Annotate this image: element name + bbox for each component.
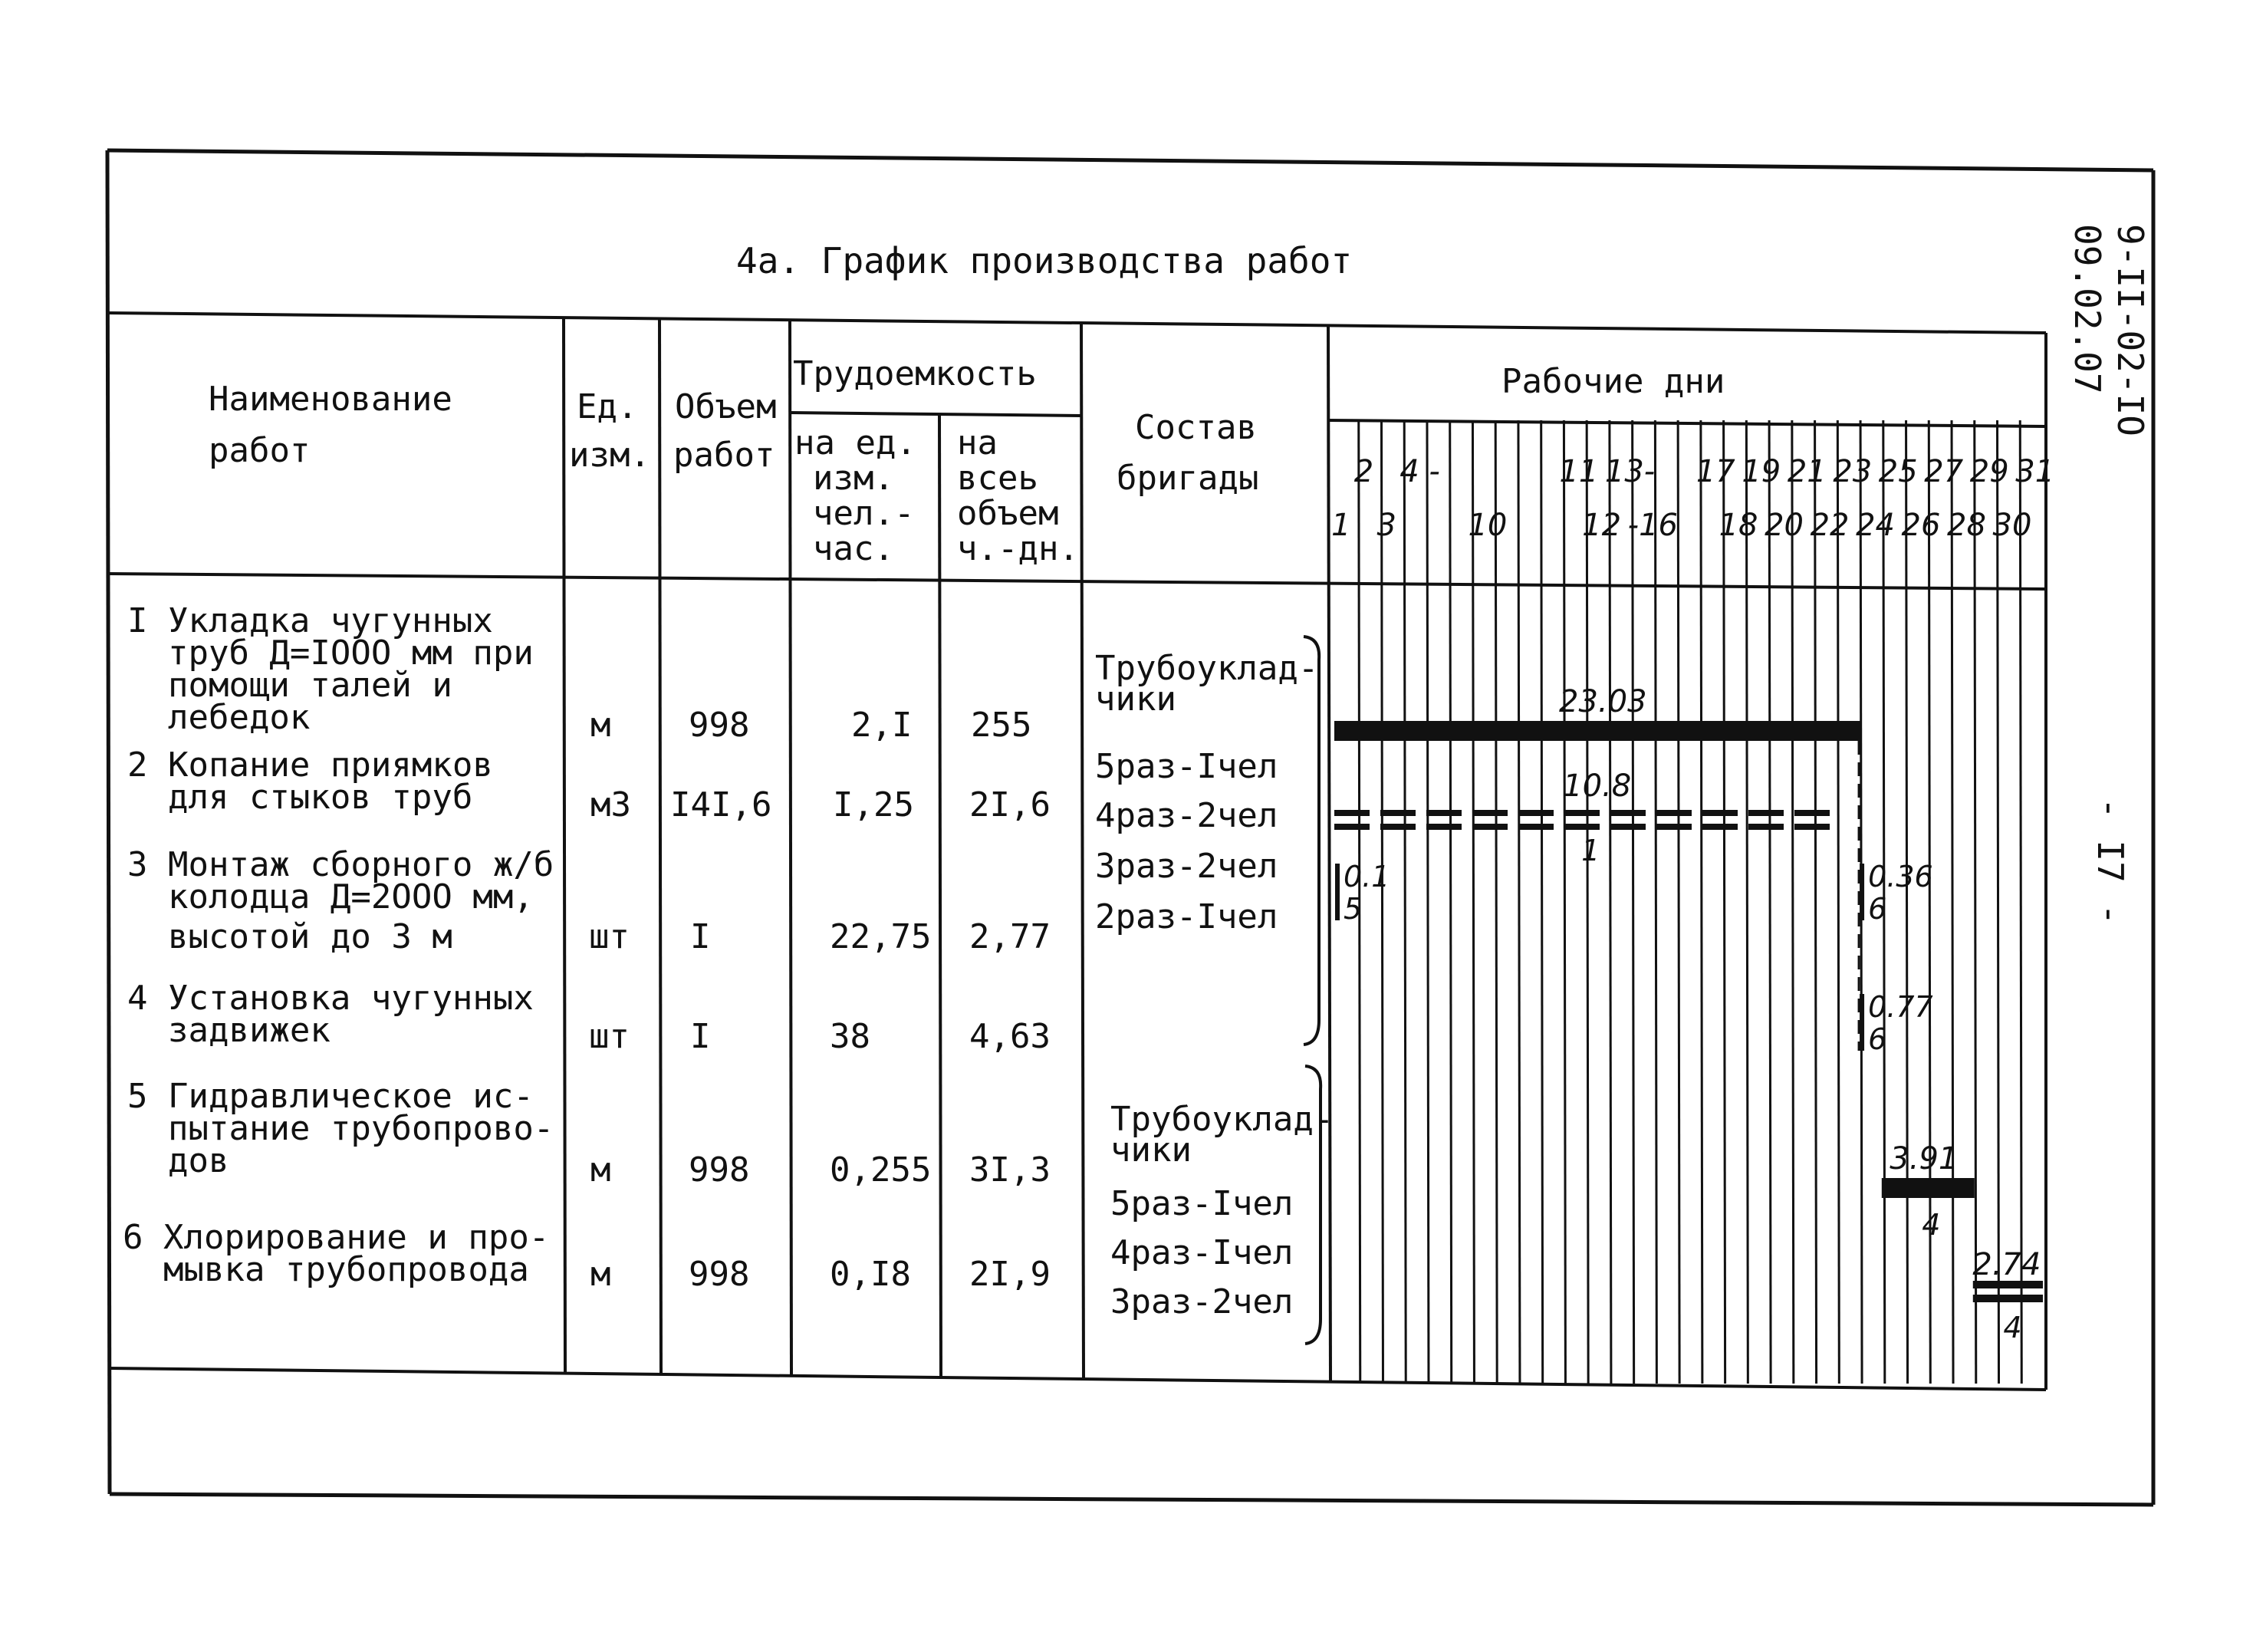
day-label-top: 2: [1353, 454, 1374, 489]
row-6-name-1: 6 Хлорирование и про-: [123, 1218, 550, 1257]
row-5-volume: 998: [689, 1150, 750, 1190]
row-3-unit: шт: [589, 917, 630, 956]
gantt-label-top: 2.74: [1972, 1247, 2041, 1282]
crew-1-line-5: 3раз-2чел: [1095, 847, 1278, 886]
day-label-bottom: 18: [1719, 508, 1758, 543]
header-volume-line1: Объем: [675, 387, 777, 426]
row-1-per-unit: 2,I: [851, 706, 913, 745]
side-code-2: 09.02.07: [2067, 224, 2108, 394]
day-label-top: 25: [1878, 454, 1918, 489]
header-per-unit-2: изм.: [813, 459, 894, 498]
day-label-top: 21: [1787, 454, 1827, 489]
crew-1-line-4: 4раз-2чел: [1095, 796, 1278, 835]
page-number: - I7 -: [2090, 798, 2131, 926]
gantt-bar-6-second: [1973, 1295, 2043, 1302]
day-gridline: [1678, 420, 1679, 1384]
page-title: 4а. График производства работ: [736, 240, 1353, 281]
crew-1-line-1: Трубоуклад-: [1095, 649, 1319, 688]
row-5-unit: м: [590, 1150, 611, 1190]
row-1-name-4: лебедок: [127, 698, 311, 737]
gantt-bar-5: [1882, 1178, 1975, 1198]
day-gridline: [1610, 420, 1611, 1384]
row-3-volume: I: [690, 917, 711, 956]
row-3-name-3: высотой до 3 м: [127, 917, 452, 956]
header-per-unit-1: на ед.: [794, 423, 916, 462]
day-label-bottom: 12: [1582, 508, 1622, 543]
gantt-bars: [1334, 684, 2043, 1344]
crew-1-brace: [1304, 637, 1319, 1045]
header-total-1: на: [957, 423, 998, 462]
row-2-name-1: 2 Копание приямков: [127, 745, 493, 785]
row-1-volume: 998: [689, 706, 750, 745]
row-5-name-2: пытание трубопрово-: [127, 1109, 554, 1148]
header-total-4: ч.-дн.: [957, 529, 1079, 568]
day-label-top: 13-: [1604, 454, 1656, 489]
day-gridline: [1975, 420, 1976, 1384]
day-label-bottom: 26: [1901, 508, 1941, 543]
day-labels: [1331, 454, 2054, 543]
crew-1-line-2: чики: [1095, 680, 1176, 719]
day-gridline: [1701, 420, 1702, 1384]
day-gridline: [1655, 420, 1656, 1384]
day-gridline: [1495, 420, 1497, 1384]
row-5-name-1: 5 Гидравлическое ис-: [127, 1077, 534, 1116]
header-name-line1: Наименование: [209, 380, 452, 419]
row-4-unit: шт: [589, 1017, 630, 1056]
row-4-name-2: задвижек: [127, 1011, 331, 1050]
row-3-name-2: колодца Д=2OOO мм,: [127, 877, 534, 916]
row-6-per-unit: 0,I8: [830, 1255, 911, 1294]
day-gridline: [1746, 420, 1748, 1384]
day-gridline: [1518, 420, 1520, 1384]
day-gridline: [1837, 420, 1839, 1384]
crew-2-line-2: чики: [1110, 1130, 1192, 1170]
side-code-1: 9-II-02-IO: [2110, 224, 2151, 436]
day-label-top: 17: [1696, 454, 1735, 489]
header-crew-line2: бригады: [1117, 459, 1259, 498]
day-gridline: [1724, 420, 1725, 1384]
day-label-bottom: 1: [1331, 508, 1351, 543]
day-gridline: [2020, 420, 2021, 1384]
day-gridline: [1381, 420, 1383, 1384]
header-labor: Трудоемкость: [793, 354, 1037, 393]
header-unit-line2: изм.: [569, 436, 650, 475]
row-4-name-1: 4 Установка чугунных: [127, 979, 534, 1018]
gantt-label-bottom: 4: [1922, 1208, 1941, 1242]
row-6-total: 2I,9: [969, 1255, 1051, 1294]
day-gridline: [1404, 420, 1406, 1384]
row-2-per-unit: I,25: [833, 785, 914, 824]
day-label-top: 29: [1969, 454, 2009, 489]
gantt-label-bottom: 4: [2003, 1311, 2022, 1344]
header-unit-line1: Ед.: [577, 387, 638, 426]
day-gridline: [1427, 420, 1429, 1384]
header-crew-line1: Состав: [1135, 408, 1257, 447]
day-gridline: [1952, 420, 1953, 1384]
header-name-line2: работ: [209, 431, 311, 470]
day-label-bottom: 30: [1992, 508, 2032, 543]
gantt-label-bottom: 1: [1581, 834, 1600, 867]
crew-2-line-1: Трубоуклад-: [1110, 1100, 1334, 1139]
header-per-unit-3: чел.-: [813, 494, 915, 533]
header-total-2: всеь: [957, 459, 1038, 498]
gantt-label-top: 3.91: [1890, 1141, 1959, 1176]
day-gridline: [1587, 420, 1588, 1384]
day-label-bottom: 28: [1947, 508, 1986, 543]
day-label-top: 31: [2015, 454, 2055, 489]
day-gridline: [1564, 420, 1565, 1384]
header-per-unit-4: час.: [813, 529, 894, 568]
row-2-volume: I4I,6: [670, 785, 772, 824]
row-6-name-2: мывка трубопровода: [123, 1250, 529, 1289]
gantt-label-top: 0.36: [1868, 860, 1933, 893]
gantt-bar-1: [1334, 721, 1860, 741]
row-4-total: 4,63: [969, 1017, 1051, 1056]
day-gridline: [1769, 420, 1771, 1384]
row-5-total: 3I,3: [969, 1150, 1051, 1190]
row-1-name-3: помощи талей и: [127, 666, 452, 705]
gantt-label-bottom: 6: [1868, 892, 1887, 926]
row-4-volume: I: [690, 1017, 711, 1056]
row-2-total: 2I,6: [969, 785, 1051, 824]
row-1-unit: м: [590, 706, 611, 745]
row-2-unit: м3: [590, 785, 631, 824]
gantt-label-bottom: 5: [1344, 892, 1363, 926]
crew-2-line-3: 5раз-Iчел: [1110, 1184, 1294, 1223]
row-1-total: 255: [971, 706, 1032, 745]
row-5-per-unit: 0,255: [830, 1150, 932, 1190]
day-gridline: [1906, 420, 1908, 1384]
row-3-per-unit: 22,75: [830, 917, 932, 956]
day-gridline: [1472, 420, 1474, 1384]
header-volume-line2: работ: [673, 436, 775, 475]
header-total-3: объем: [957, 494, 1059, 533]
day-label-top: 4 -: [1399, 454, 1440, 489]
day-gridline: [1792, 420, 1794, 1384]
day-label-bottom: 3: [1376, 508, 1396, 543]
row-6-unit: м: [590, 1255, 611, 1294]
day-label-top: 11: [1559, 454, 1599, 489]
crew-2-line-5: 3раз-2чел: [1110, 1282, 1294, 1321]
crew-1-line-6: 2раз-Iчел: [1095, 897, 1278, 936]
gantt-label-top: 0.77: [1868, 990, 1933, 1024]
day-gridline: [1541, 420, 1543, 1384]
day-gridline: [1815, 420, 1817, 1384]
day-gridline: [1998, 420, 1999, 1384]
row-5-name-3: дов: [127, 1141, 229, 1180]
crew-1-line-3: 5раз-Iчел: [1095, 747, 1278, 786]
crew-column: [1095, 637, 1334, 1344]
day-label-bottom: 22: [1810, 508, 1850, 543]
crew-2-line-4: 4раз-Iчел: [1110, 1233, 1294, 1272]
day-label-bottom: 24: [1856, 508, 1895, 543]
day-label-bottom: -16: [1627, 508, 1678, 543]
day-label-top: 23: [1833, 454, 1873, 489]
day-label-top: 27: [1924, 454, 1964, 489]
row-6-volume: 998: [689, 1255, 750, 1294]
day-gridline: [1450, 420, 1452, 1384]
gantt-label-top: 0.1: [1344, 860, 1390, 893]
row-2-name-2: для стыков труб: [127, 778, 473, 817]
day-gridline: [1633, 420, 1634, 1384]
day-label-top: 19: [1742, 454, 1781, 489]
row-1-name-1: I Укладка чугунных: [127, 601, 493, 640]
row-3-name-1: 3 Монтаж сборного ж/б: [127, 845, 554, 884]
header-days: Рабочие дни: [1501, 362, 1725, 401]
table-body: [123, 601, 1051, 1294]
day-label-bottom: 10: [1468, 508, 1508, 543]
row-4-per-unit: 38: [830, 1017, 870, 1056]
gantt-label-bottom: 6: [1868, 1022, 1887, 1056]
row-3-total: 2,77: [969, 917, 1051, 956]
day-label-bottom: 20: [1765, 508, 1804, 543]
gantt-label-top: 23.03: [1559, 684, 1647, 719]
row-1-name-2: труб Д=IOOO мм при: [127, 633, 534, 673]
gantt-label-top: 10.8: [1563, 768, 1632, 804]
